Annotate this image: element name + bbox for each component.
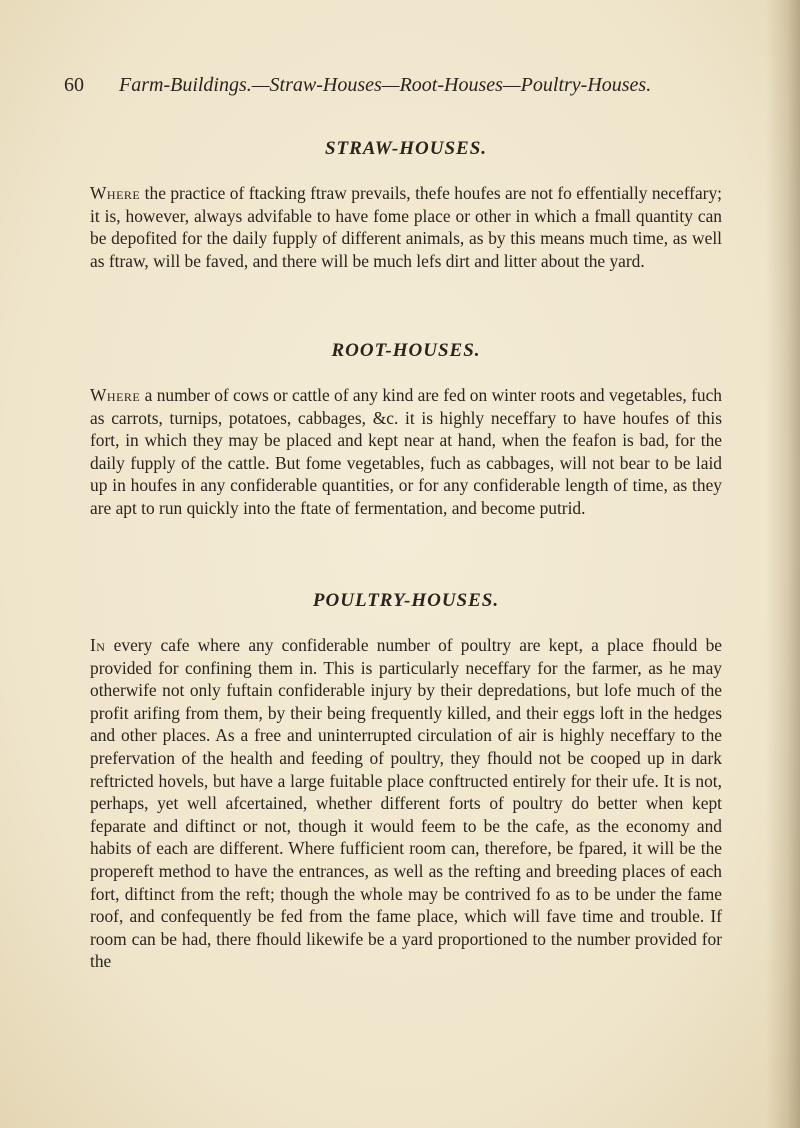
running-title: Farm-Buildings.—Straw-Houses—Root-Houses—Poultry-Houses. (119, 74, 652, 96)
paragraph-lead-word: In (90, 635, 106, 655)
section-heading: POULTRY-HOUSES. (312, 590, 500, 611)
paragraph-text: the practice of ftacking ftraw prevails, thefe houfes are not fo effentially neceffary; it is, however, always advifable to have fome place or other in which a fmall quantity can be depofited for the daily fupply of different animals, as by this means much time, as well as ftraw, will be faved, and there will be much lefs dirt and litter about the yard. (90, 183, 722, 271)
section-paragraph (90, 634, 722, 973)
section-heading: STRAW-HOUSES. (324, 138, 488, 159)
section-paragraph (90, 384, 722, 520)
section-paragraph (90, 182, 722, 272)
paragraph-lead-word: Where (90, 385, 141, 405)
section-straw-houses (90, 136, 722, 272)
section-heading: ROOT-HOUSES. (331, 340, 481, 361)
paragraph-lead-word: Where (90, 183, 141, 203)
paragraph-text: every cafe where any confiderable number of poultry are kept, a place fhould be provided for confining them in. This is particularly neceffary for the farmer, as he may otherwife not only fuftain confiderable injury by their depredations, but lofe much of the profit arifing from them, by their being frequently killed, and their eggs loft in the hedges and other places. As a free and uninterrupted circulation of air is highly neceffary to the prefervation of the health and feeding of poultry, they fhould not be cooped up in dark reftricted hovels, but have a large fuitable place conftructed entirely for their ufe. It is not, perhaps, yet well afcertained, whether different forts of poultry do better when kept feparate and diftinct or not, though it would feem to be the cafe, as the economy and habits of each are different. Where fufficient room can, therefore, be fpared, it will be the propereft method to have the entrances, as well as the refting and breeding places of each fort, diftinct from the reft; though the whole may be contrived fo as to be under the fame roof, and confequently be fed from the fame place, which will fave time and trouble. If room can be had, there fhould likewife be a yard proportioned to the number provided for the (90, 635, 722, 972)
section-poultry-houses (90, 588, 722, 973)
page-edge-shadow (766, 0, 800, 1128)
paragraph-text: a number of cows or cattle of any kind are fed on winter roots and vegetables, fuch as carrots, turnips, potatoes, cabbages, &c. it is highly neceffary to have houfes of this fort, in which they may be placed and kept near at hand, when the feafon is bad, for the daily fupply of the cattle. But fome vegetables, fuch as cabbages, will not bear to be laid up in houfes in any confiderable quantities, or for any confiderable length of time, as they are apt to run quickly into the ftate of fermentation, and become putrid. (90, 385, 722, 518)
page-number: 60 (64, 74, 84, 96)
section-root-houses (90, 338, 722, 520)
running-head (64, 74, 704, 102)
